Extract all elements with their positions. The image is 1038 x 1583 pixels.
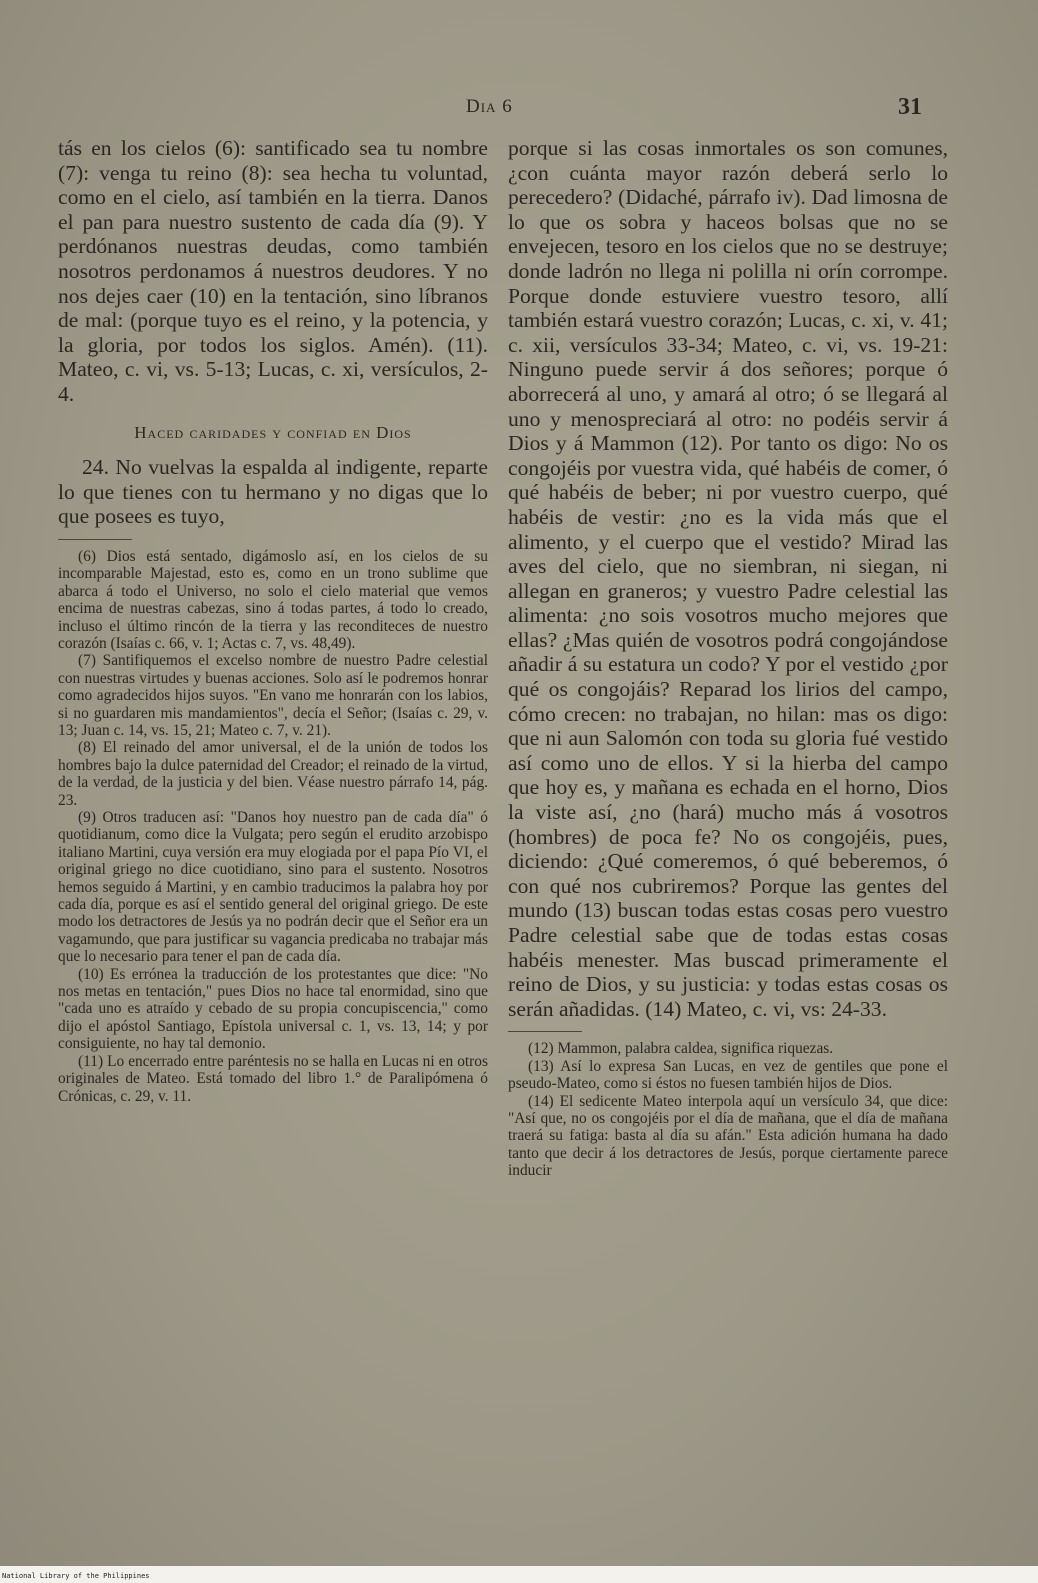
footnote: (8) El reinado del amor universal, el de la unión de todos los hombres bajo la dulce paternidad del Creador; el reinado de la virtud, de la verdad, de la justicia y del bien. Véase nuestro párrafo 14, pág. 23. [58,739,488,809]
footnote: (11) Lo encerrado entre paréntesis no se halla en Lucas ni en otros originales de Mateo. Está tomado del libro 1.° de Paralipómena ó Crónicas, c. 29, v. 11. [58,1052,488,1105]
footnote-rule [508,1031,582,1032]
left-column [58,136,488,1105]
footnote: (10) Es errónea la traducción de los protestantes que dice: "No nos metas en tentación," pues Dios no hace tal enormidad, sino que "cada uno es atraído y cebado de su propia concupiscencia," como dijo el apóstol Santiago, Epístola universal c. 1, vs. 13, 14; y por consiguiente, no hay tal demonio. [58,965,488,1053]
footnote: (9) Otros traducen así: "Danos hoy nuestro pan de cada día" ó quotidianum, como dice la Vulgata; pero según el erudito arzobispo italiano Martini, cuya versión era muy elogiada por el papa Pío VI, el original griego no dice cuotidiano, sino para el sustento. Nosotros hemos seguido á Martini, y en cambio traducimos la palabra hoy por cada día, porque es así el sentido general del original griego. De este modo los detractores de Jesús ya no podrán decir que el Señor era un vagamundo, que para justificar su vagancia predicaba no trabajar más que lo necesario para tener el pan de cada día. [58,809,488,966]
footnote-rule [58,539,132,540]
body-paragraph: tás en los cielos (6): santificado sea tu nombre (7): venga tu reino (8): sea hecha tu voluntad, como en el cielo, así también en la tierra. Danos el pan para nuestro sustento de cada día (9). Y perdónanos nuestras deudas, como también nosotros perdonamos á nuestros deudores. Y no nos dejes caer (10) en la tentación, sino líbranos de mal: (porque tuyo es el reino, y la potencia, y la gloria, por todos los siglos. Amén). (11). Mateo, c. vi, vs. 5-13; Lucas, c. xi, versículos, 2-4. [58,136,488,406]
footnote: (7) Santifiquemos el excelso nombre de nuestro Padre celestial con nuestras virtudes y buenas acciones. Solo así le podremos honrar como agradecidos hijos suyos. "En vano me honrarán con los labios, si no guardaren mis mandamientos", decía el Señor; (Isaías c. 29, v. 13; Juan c. 14, vs. 15, 21; Mateo c. 7, v. 21). [58,652,488,739]
footnote: (12) Mammon, palabra caldea, significa riquezas. [528,1040,834,1058]
body-paragraph: 24. No vuelvas la espalda al indigente, reparte lo que tienes con tu hermano y no digas que lo que posees es tuyo, [58,455,488,529]
footnotes [508,1040,948,1179]
section-heading: Haced caridades y confiad en Dios [134,422,412,442]
library-credit: National Library of the Philippines [2,1572,150,1580]
footnote: (6) Dios está sentado, digámoslo así, en los cielos de su incomparable Majestad, esto es, como en un trono sublime que abarca á todo el Universo, no solo el cielo material que vemos encima de nuestras cabezas, sino á todas partes, á todo lo creado, incluso el último rincón de la tierra y las reconditeces de nuestro corazón (Isaías c. 66, v. 1; Actas c. 7, vs. 48,49). [58,547,488,652]
footnotes [58,548,488,1105]
body-paragraph: porque si las cosas inmortales os son comunes, ¿con cuánta mayor razón deberá serlo lo perecedero? (Didaché, párrafo iv). Dad limosna de lo que os sobra y haceos bolsas que no se envejecen, tesoro en los cielos que no se destruye; donde ladrón no llega ni polilla ni orín corrompe. Porque donde estuviere vuestro tesoro, allí también estará vuestro corazón; Lucas, c. xi, v. 41; c. xii, versículos 33-34; Mateo, c. vi, vs. 19-21: Ninguno puede servir á dos señores; porque ó aborrecerá al uno, y amará al otro; ó se llegará al uno y menospreciará al otro: no podéis servir á Dios y á Mammon (12). Por tanto os digo: No os congojéis por vuestra vida, qué habéis de comer, ó qué habéis de beber; ni por vuestro cuerpo, qué habéis de vestir: ¿no es la vida más que el alimento, y el cuerpo que el vestido? Mirad las aves del cielo, que no siembran, ni siegan, ni allegan en graneros; y vuestro Padre celestial las alimenta: ¿no sois vosotros mucho mejores que ellas? ¿Mas quién de vosotros podrá congojándose añadir á su estatura un codo? Y por el vestido ¿por qué os congojáis? Reparad los lirios del campo, cómo crecen: no trabajan, no hilan: mas os digo: que ni aun Salomón con toda su gloria fué vestido así como uno de ellos. Y si la hierba del campo que hoy es, y mañana es echada en el horno, Dios la viste así, ¿no (hará) mucho más á vosotros (hombres) de poca fe? No os congojéis, pues, diciendo: ¿Qué comeremos, ó qué beberemos, ó con qué nos cubriremos? Porque las gentes del mundo (13) buscan todas estas cosas pero vuestro Padre celestial sabe que de todas estas cosas habéis menester. Mas buscad primeramente el reino de Dios, y su justicia: y todas estas cosas os serán añadidas. (14) Mateo, c. vi, vs: 24-33. [508,136,948,1021]
running-head: Dia 6 [466,96,513,117]
right-column [508,136,948,1180]
page-header [0,96,1038,124]
page-number: 31 [898,94,922,120]
scan-margin [0,1566,1038,1583]
footnote: (14) El sedicente Mateo interpola aquí un versículo 34, que dice: "Así que, no os congojéis por el día de mañana, que el día de mañana traerá su fatiga: basta al día su afán." Esta adición humana ha dado tanto que decir á los detractores de Jesús, porque ciertamente parece inducir [508,1092,948,1180]
footnote: (13) Así lo expresa San Lucas, en vez de gentiles que pone el pseudo-Mateo, como si éstos no fuesen también hijos de Dios. [508,1057,948,1093]
